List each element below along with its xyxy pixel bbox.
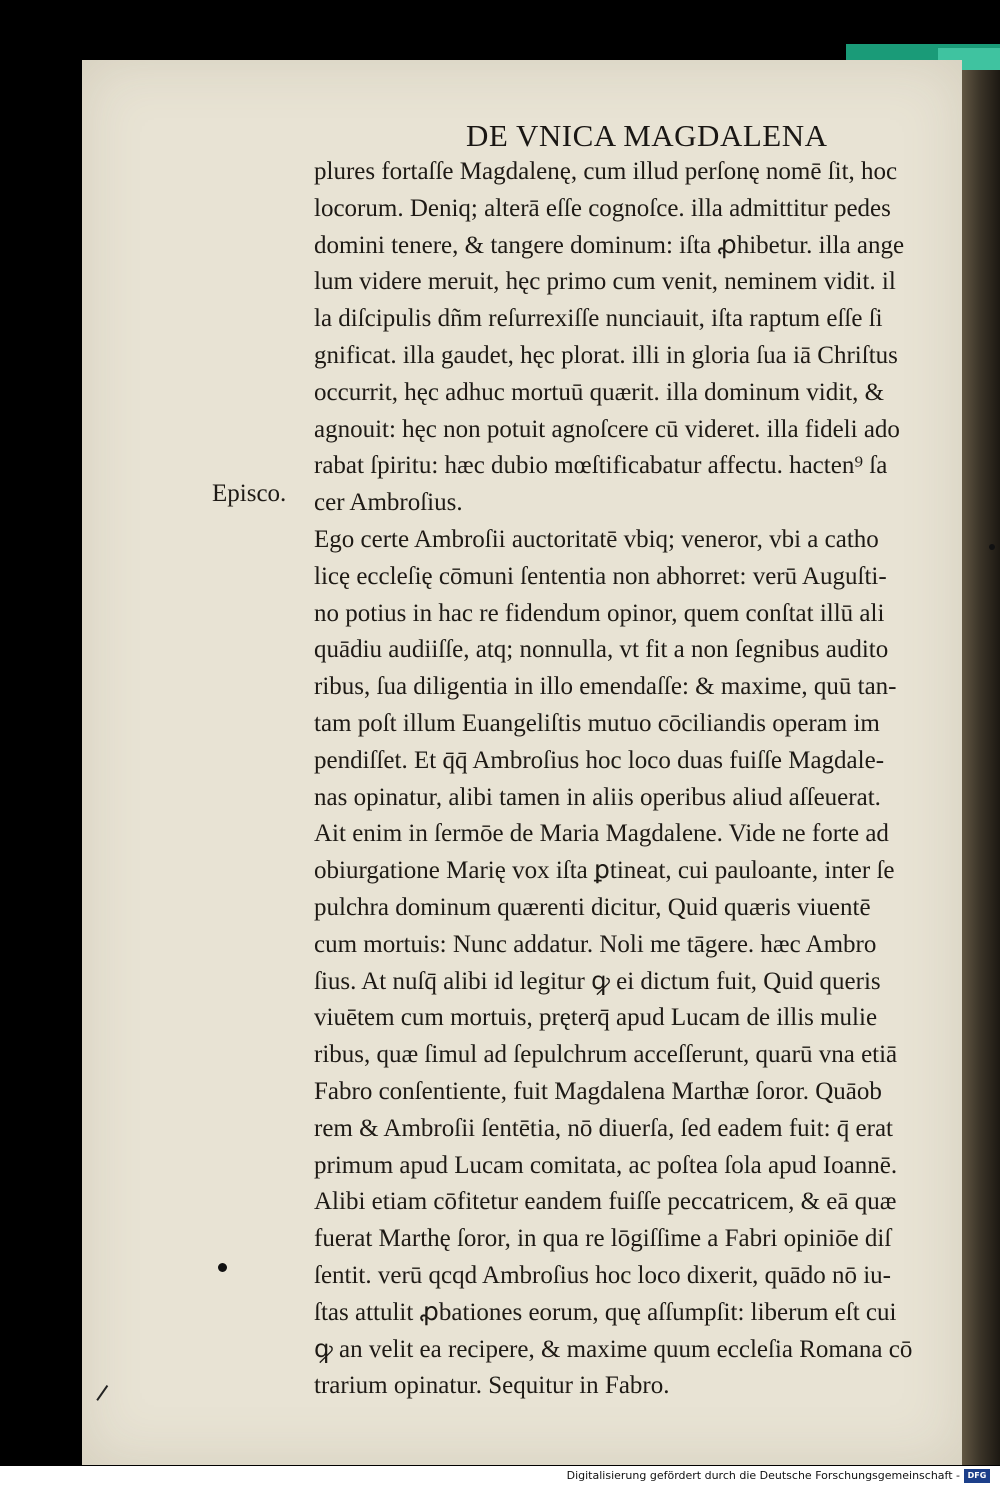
marginal-note: Episco. <box>212 480 287 507</box>
text-line: rem & Ambroſii ſentētia, nō diuerſa, ſed eadem fuit: q̄ erat <box>314 1114 893 1142</box>
text-line: cum mortuis: Nunc addatur. Noli me tāgere. hæc Ambro <box>314 930 877 958</box>
text-line: trarium opinatur. Sequitur in Fabro. <box>314 1372 670 1400</box>
dfg-logo: DFG <box>964 1469 990 1483</box>
text-line: ſtas attulit ꝓbationes eorum, quę aſſumpſit: liberum eſt cui <box>314 1298 897 1326</box>
text-line: Ego certe Ambroſii auctoritatē vbiq; veneror, vbi a catho <box>314 525 879 553</box>
running-head: DE VNICA MAGDALENA <box>466 118 828 153</box>
text-line: lum videre meruit, hęc primo cum venit, neminem vidit. il <box>314 268 896 296</box>
text-line: no potius in hac re fidendum opinor, quem conſtat illū ali <box>314 599 885 627</box>
footer-credit: Digitalisierung gefördert durch die Deutsche Forschungsgemeinschaft - <box>566 1469 960 1482</box>
text-line: licę eccleſię cōmuni ſententia non abhorret: verū Auguſti- <box>314 562 887 590</box>
text-line: ribus, ſua diligentia in illo emendaſſe: & maxime, quū tan- <box>314 673 897 701</box>
text-line: locorum. Deniq; alterā eſſe cognoſce. illa admittitur pedes <box>314 194 891 222</box>
text-line: pendiſſet. Et q̄q̄ Ambroſius hoc loco duas fuiſſe Magdale- <box>314 746 885 774</box>
text-line: plures fortaſſe Magdalenę, cum illud perſonę nomē ſit, hoc <box>314 158 898 185</box>
text-line: nas opinatur, alibi tamen in aliis operibus aliud aſſeuerat. <box>314 783 881 811</box>
text-line: Ait enim in ſermōe de Maria Magdalene. Vide ne forte ad <box>314 820 889 848</box>
body-text <box>314 154 954 1405</box>
text-line: la diſcipulis dñm reſurrexiſſe nunciauit, iſta raptum eſſe ſi <box>314 305 883 333</box>
text-line: quādiu audiiſſe, atq; nonnulla, vt fit a non ſegnibus audito <box>314 636 889 664</box>
ink-dot <box>989 544 995 550</box>
text-line: agnouit: hęc non potuit agnoſcere cū videret. illa fideli ado <box>314 415 900 443</box>
text-line: occurrit, hęc adhuc mortuū quærit. illa dominum vidit, & <box>314 378 885 406</box>
text-line: domini tenere, & tangere dominum: iſta ꝓhibetur. illa ange <box>314 231 905 259</box>
ink-dot <box>218 1263 227 1272</box>
text-line: Fabro conſentiente, fuit Magdalena Marthæ ſoror. Quāob <box>314 1077 882 1105</box>
text-line: ꝙ an velit ea recipere, & maxime quum eccleſia Romana cō <box>314 1335 913 1363</box>
footer-bar <box>0 1466 1000 1487</box>
text-line: tam poſt illum Euangeliſtis mutuo cōciliandis operam im <box>314 709 880 737</box>
text-line: primum apud Lucam comitata, ac poſtea ſola apud Ioannē. <box>314 1151 898 1179</box>
text-line: viuētem cum mortuis, pręterq̄ apud Lucam de illis mulie <box>314 1004 878 1032</box>
text-line: obiurgatione Marię vox iſta ꝑtineat, cui pauloante, inter ſe <box>314 857 895 885</box>
text-line: cer Ambroſius. <box>314 489 463 517</box>
text-line: Alibi etiam cōfitetur eandem fuiſſe peccatricem, & eā quæ <box>314 1188 897 1216</box>
text-line: ſius. At nuſq̄ alibi id legitur ꝙ ei dictum fuit, Quid queris <box>314 967 881 995</box>
text-line: ſentit. verū qcqd Ambroſius hoc loco dixerit, quādo nō iu- <box>314 1261 891 1289</box>
text-line: pulchra dominum quærenti dicitur, Quid quæris viuentē <box>314 893 871 921</box>
text-line: rabat ſpiritu: hæc dubio mœſtificabatur affectu. hacten⁹ ſa <box>314 452 888 480</box>
text-line: gnificat. illa gaudet, hęc plorat. illi in gloria ſua iā Chriſtus <box>314 341 898 369</box>
text-line: fuerat Marthę ſoror, in qua re lōgiſſime a Fabri opiniōe diſ <box>314 1225 892 1253</box>
text-line: ribus, quæ ſimul ad ſepulchrum acceſſerunt, quarū vna etiā <box>314 1041 898 1069</box>
